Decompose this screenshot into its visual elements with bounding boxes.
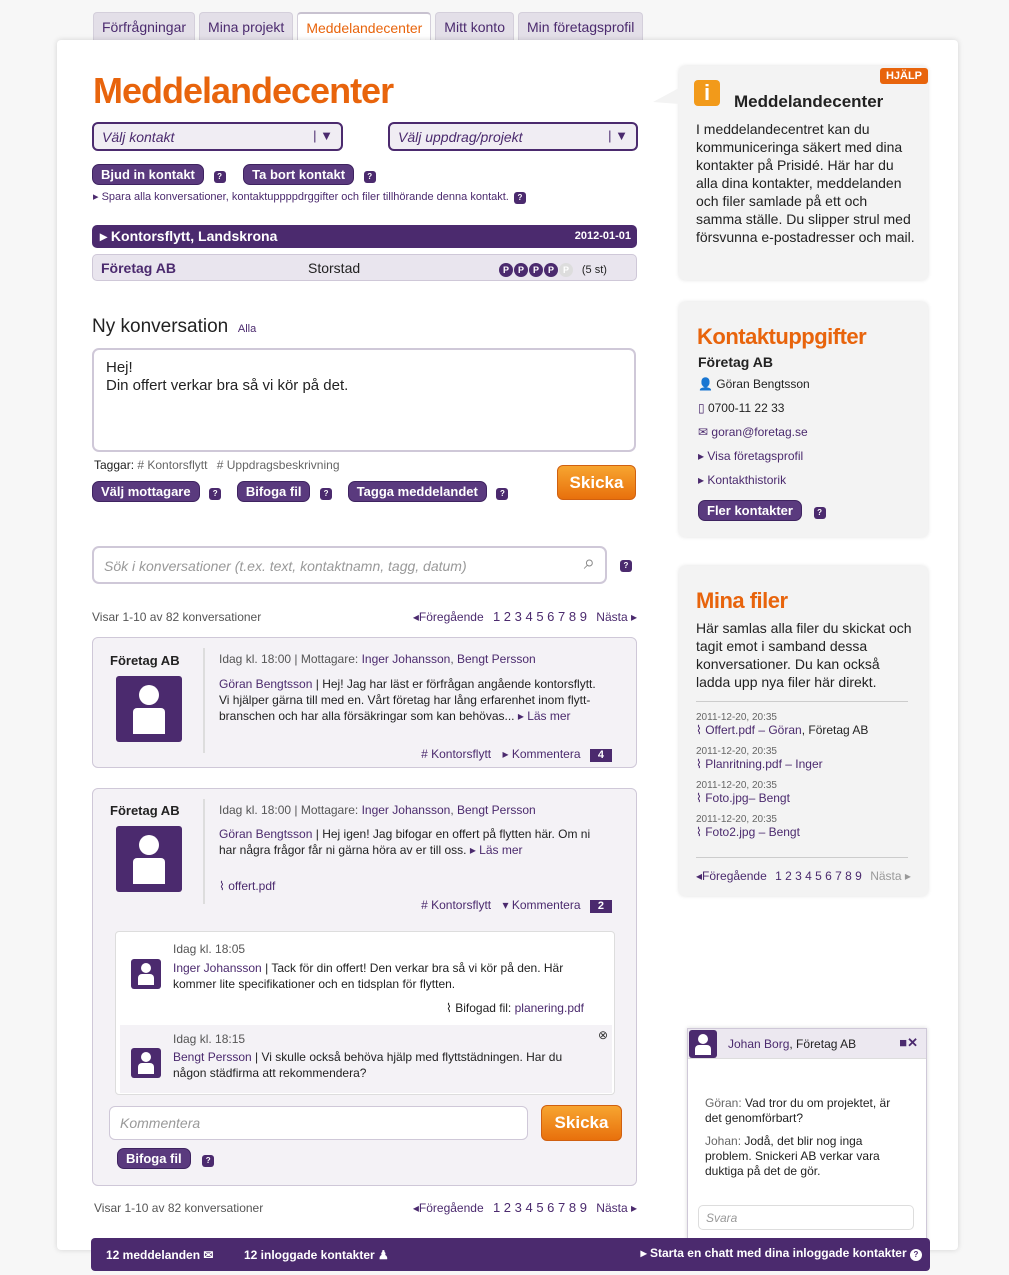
file-date: 2011-12-20, 20:35 xyxy=(696,780,777,791)
page-title: Meddelandecenter xyxy=(93,70,394,111)
read-more-link[interactable]: ▸ Läs mer xyxy=(469,843,523,857)
contact-person xyxy=(698,377,810,391)
comment-count-badge: 2 xyxy=(590,900,612,913)
chat-sender: Johan: xyxy=(705,1134,742,1148)
send-comment-button[interactable]: Skicka xyxy=(541,1105,622,1141)
files-box xyxy=(679,566,928,896)
tab-mitt-konto[interactable]: Mitt konto xyxy=(435,12,514,40)
speech-pointer xyxy=(653,88,679,104)
comment-input[interactable]: Kommentera xyxy=(109,1106,528,1140)
phone-icon: ▯ xyxy=(698,401,705,415)
conversation-body: Göran Bengtsson | Hej! Jag har läst er förfrågan angående kontorsflytt. Vi hjälper gärna till med en. Vårt företag har lång erfarenhet inom flytt-branschen och har alla försäkringar som kan behövas... ▸ Läs mer xyxy=(219,677,596,723)
chat-message xyxy=(705,1096,905,1126)
file-item[interactable] xyxy=(696,814,916,848)
rating-p-icon: P xyxy=(544,263,558,277)
divider xyxy=(203,648,205,753)
all-link[interactable]: Alla xyxy=(237,323,257,335)
close-icon[interactable]: ⊗ xyxy=(597,1028,608,1042)
file-extra: , Företag AB xyxy=(801,723,869,737)
more-contacts-button[interactable]: Fler kontakter xyxy=(698,500,802,521)
messages-count: 12 meddelanden xyxy=(106,1248,201,1262)
chat-contact-name: Johan Borg xyxy=(728,1037,790,1051)
pager-pages[interactable]: 1 2 3 4 5 6 7 8 9 xyxy=(492,1200,587,1215)
conversation-meta: Idag kl. 18:00 | Mottagare: Inger Johansson, Bengt Persson xyxy=(219,803,536,817)
save-all-link[interactable] xyxy=(93,190,526,204)
comment-actions xyxy=(117,1148,214,1169)
reply-body: Inger Johansson | Tack för din offert! Den verkar bra så vi kör på den. Här kommer lite specifikationer och en tidsplan för flytten. xyxy=(173,961,564,991)
pager-prev-label: Föregående xyxy=(702,869,767,883)
file-name: Foto2.jpg – Bengt xyxy=(705,825,800,839)
help-icon[interactable]: ? xyxy=(496,488,508,500)
help-icon[interactable]: ? xyxy=(214,171,226,183)
rating-p-icon: P xyxy=(529,263,543,277)
save-all-text: Spara alla konversationer, kontaktuppppdrggifter och filer tillhörande denna kontakt. xyxy=(101,191,509,203)
rating-count: (5 st) xyxy=(581,264,607,276)
avatar xyxy=(689,1030,717,1058)
contact-email[interactable] xyxy=(698,425,808,439)
message-line-2: Din offert verkar bra så vi kör på det. xyxy=(106,377,349,394)
tag-message-button[interactable]: Tagga meddelandet xyxy=(348,481,487,502)
contact-phone xyxy=(698,401,784,415)
files-pager xyxy=(696,869,911,883)
conversation-card[interactable] xyxy=(92,788,637,1186)
rating-p-icon: P xyxy=(514,263,528,277)
chat-sender: Göran: xyxy=(705,1096,742,1110)
conversation-card[interactable] xyxy=(92,637,637,768)
tab-min-foretagsprofil[interactable]: Min företagsprofil xyxy=(518,12,643,40)
tag-link[interactable]: # Kontorsflytt xyxy=(137,458,208,472)
project-date: 2012-01-01 xyxy=(574,230,631,242)
contact-person-name: Göran Bengtsson xyxy=(716,377,810,391)
comment-link[interactable]: ▸ Kommentera xyxy=(502,747,581,761)
reply-text: Vi skulle också behöva hjälp med flyttstädningen. Har du någon städfirma att rekommendera? xyxy=(173,1050,563,1080)
file-date: 2011-12-20, 20:35 xyxy=(696,814,777,825)
tags-label: Taggar: xyxy=(94,458,135,472)
pager-pages[interactable]: 1 2 3 4 5 6 7 8 9 xyxy=(775,869,862,883)
start-chat-link[interactable]: ▸ Starta en chatt med dina inloggade kontakter ? xyxy=(641,1246,922,1261)
avatar xyxy=(131,959,161,989)
chat-header[interactable] xyxy=(688,1029,926,1059)
view-company-profile-label: Visa företagsprofil xyxy=(707,449,804,463)
reply-body: Bengt Persson | Vi skulle också behöva hjälp med flyttstädningen. Har du någon städfirma att rekommendera? xyxy=(173,1050,563,1080)
chat-widget xyxy=(687,1028,927,1243)
read-more-link[interactable]: ▸ Läs mer xyxy=(517,709,571,723)
pager-prev-label: Föregående xyxy=(418,1201,484,1215)
files-title: Mina filer xyxy=(696,588,788,613)
file-name: Offert.pdf – Göran xyxy=(705,723,802,737)
recipient-link[interactable]: Bengt Persson xyxy=(456,652,536,666)
person-icon: ♟ xyxy=(378,1248,389,1262)
pager-nav xyxy=(413,609,637,624)
conversation-text: Hej igen! Jag bifogar en offert på flytten här. Om ni har några frågor får ni gärna höra av er till oss. xyxy=(219,827,591,857)
conversation-time: Idag kl. 18:00 xyxy=(219,803,292,817)
help-icon[interactable]: ? xyxy=(364,171,376,183)
pager-pages[interactable]: 1 2 3 4 5 6 7 8 9 xyxy=(492,609,587,624)
tag-link[interactable]: # Kontorsflytt xyxy=(421,747,492,761)
pager-next-label: Nästa xyxy=(870,869,902,883)
conversation-company: Företag AB xyxy=(110,803,180,818)
envelope-icon: ✉ xyxy=(203,1248,214,1262)
recipient-link[interactable]: Bengt Persson xyxy=(456,803,536,817)
paperclip-icon: ⌇ xyxy=(696,825,702,839)
help-icon[interactable]: ? xyxy=(209,488,221,500)
search-icon[interactable]: ⌕ xyxy=(583,552,595,574)
attachment-name: offert.pdf xyxy=(228,879,276,893)
help-box xyxy=(679,66,928,280)
help-icon[interactable]: ? xyxy=(514,192,526,204)
triangle-right-icon: ▸ xyxy=(93,191,99,203)
author-link[interactable]: Göran Bengtsson xyxy=(219,677,313,691)
pager-info: Visar 1-10 av 82 konversationer xyxy=(92,610,262,624)
reply-text: Tack för din offert! Den verkar bra så vi kör på den. Här kommer lite specifikationer och en tidsplan för flytten. xyxy=(173,961,564,991)
person-icon: 👤 xyxy=(698,377,713,391)
divider xyxy=(203,799,205,904)
attachment-link[interactable] xyxy=(219,879,275,893)
file-name: Foto.jpg– Bengt xyxy=(705,791,790,805)
pager-bottom xyxy=(94,1200,637,1215)
project-bar[interactable] xyxy=(92,225,637,248)
chat-input[interactable]: Svara xyxy=(698,1205,914,1230)
read-more-label: Läs mer xyxy=(527,709,571,723)
read-more-label: Läs mer xyxy=(479,843,523,857)
file-date: 2011-12-20, 20:35 xyxy=(696,712,777,723)
project-name: Kontorsflytt, Landskrona xyxy=(110,228,278,244)
pager-top xyxy=(92,609,637,624)
contact-phone-number: 0700-11 22 33 xyxy=(707,401,785,415)
pager-next[interactable]: Nästa ▸ xyxy=(596,610,637,624)
comment-link[interactable]: ▾ Kommentera xyxy=(502,898,581,912)
contact-info-box xyxy=(679,302,928,537)
pager-prev[interactable]: ◂Föregående xyxy=(412,1201,484,1215)
comment-count-badge: 4 xyxy=(590,749,612,762)
replies-box xyxy=(115,931,615,1095)
conversation-time: Idag kl. 18:00 xyxy=(219,652,292,666)
search-placeholder: Sök i konversationer (t.ex. text, kontaktnamn, tagg, datum) xyxy=(104,558,467,574)
help-icon[interactable]: ? xyxy=(320,488,332,500)
pager-next[interactable]: Nästa ▸ xyxy=(870,869,911,883)
recipient-link[interactable]: Inger Johansson xyxy=(361,652,451,666)
company-city: Storstad xyxy=(308,260,361,276)
help-title: Meddelandecenter xyxy=(734,92,884,111)
tag-link[interactable]: # Kontorsflytt xyxy=(421,898,492,912)
conversation-body: Göran Bengtsson | Hej igen! Jag bifogar en offert på flytten här. Om ni har några frågor får ni gärna höra av er till oss. ▸ Läs mer xyxy=(219,827,591,857)
triangle-right-icon: ▸ xyxy=(100,228,108,244)
pager-next[interactable]: Nästa ▸ xyxy=(596,1201,637,1215)
files-text: Här samlas alla filer du skickat och tagit emot i samband dessa konversationer. Du kan också ladda upp nya filer här direkt. xyxy=(696,620,912,690)
message-actions xyxy=(92,481,508,502)
chat-title xyxy=(728,1037,856,1051)
search-input[interactable] xyxy=(92,546,607,584)
tag-link[interactable]: # Uppdragsbeskrivning xyxy=(216,458,340,472)
rating-p-icon-empty: P xyxy=(559,263,573,277)
contact-history-link[interactable]: ▸ Kontakthistorik xyxy=(698,473,787,487)
divider xyxy=(696,701,908,702)
reply-time: Idag kl. 18:15 xyxy=(173,1032,246,1046)
file-list xyxy=(696,712,916,848)
conversation-company: Företag AB xyxy=(110,653,180,668)
rating xyxy=(499,260,607,277)
paperclip-icon: ⌇ xyxy=(696,791,702,805)
message-line-1: Hej! xyxy=(106,359,133,376)
paperclip-icon: ⌇ xyxy=(696,723,702,737)
reply-time: Idag kl. 18:05 xyxy=(173,942,246,956)
help-icon[interactable]: ? xyxy=(814,507,826,519)
tab-forfragningar[interactable]: Förfrågningar xyxy=(93,12,195,40)
bottom-bar xyxy=(91,1238,930,1271)
invite-contact-button[interactable]: Bjud in kontakt xyxy=(92,164,204,185)
author-link[interactable]: Göran Bengtsson xyxy=(219,827,313,841)
tab-mina-projekt[interactable]: Mina projekt xyxy=(199,12,293,40)
contact-history-label: Kontakthistorik xyxy=(707,473,787,487)
view-company-profile-link[interactable]: ▸ Visa företagsprofil xyxy=(698,449,804,463)
chevron-down-icon: | ▼ xyxy=(608,128,628,143)
file-item[interactable] xyxy=(696,712,916,746)
company-row[interactable] xyxy=(92,254,637,281)
contact-select[interactable] xyxy=(92,122,343,151)
chat-text: Vad tror du om projektet, är det genomförbart? xyxy=(705,1096,891,1125)
tags-row xyxy=(94,458,340,472)
author-link[interactable]: Bengt Persson xyxy=(173,1050,252,1064)
help-badge[interactable]: HJÄLP xyxy=(880,68,928,84)
recipient-link[interactable]: Inger Johansson xyxy=(361,803,451,817)
paperclip-icon: ⌇ xyxy=(696,757,702,771)
attach-file-button[interactable]: Bifoga fil xyxy=(117,1148,191,1169)
attachment-link[interactable]: planering.pdf xyxy=(514,1001,584,1015)
message-textarea[interactable] xyxy=(92,348,636,452)
chevron-down-icon: | ▼ xyxy=(313,128,333,143)
help-icon[interactable]: ? xyxy=(910,1249,922,1261)
paperclip-icon: ⌇ xyxy=(219,879,225,893)
file-item[interactable] xyxy=(696,746,916,780)
pager-nav xyxy=(413,1200,637,1215)
pager-prev[interactable]: ◂Föregående xyxy=(412,610,484,624)
pager-next-label: Nästa xyxy=(596,610,628,624)
conversation-footer xyxy=(421,898,612,913)
rating-p-icon: P xyxy=(499,263,513,277)
choose-recipient-button[interactable]: Välj mottagare xyxy=(92,481,200,502)
main-tabs xyxy=(93,12,643,41)
attachment-label: Bifogad fil: xyxy=(455,1001,512,1015)
envelope-icon: ✉ xyxy=(698,425,709,439)
pager-info: Visar 1-10 av 82 konversationer xyxy=(94,1201,264,1215)
contact-info-title: Kontaktuppgifter xyxy=(697,324,867,349)
new-conversation-header xyxy=(92,316,256,338)
contact-select-label: Välj kontakt xyxy=(102,129,175,145)
new-conversation-title: Ny konversation xyxy=(92,316,229,337)
conversation-footer xyxy=(421,747,612,762)
contact-actions xyxy=(92,164,376,185)
pager-prev[interactable]: ◂Föregående xyxy=(696,869,767,883)
chat-message xyxy=(705,1134,905,1179)
pager-next-label: Nästa xyxy=(596,1201,628,1215)
conversation-meta: Idag kl. 18:00 | Mottagare: Inger Johansson, Bengt Persson xyxy=(219,652,536,666)
messages-link[interactable] xyxy=(106,1248,213,1262)
close-icon[interactable]: ■✕ xyxy=(899,1035,918,1050)
contact-company: Företag AB xyxy=(698,354,773,370)
project-select[interactable] xyxy=(388,122,638,151)
reply-attachment xyxy=(446,1001,584,1015)
file-item[interactable] xyxy=(696,780,916,814)
author-link[interactable]: Inger Johansson xyxy=(173,961,262,975)
send-button[interactable]: Skicka xyxy=(557,465,636,500)
contact-email-address: goran@foretag.se xyxy=(711,425,808,439)
tab-meddelandecenter[interactable]: Meddelandecenter xyxy=(297,12,431,41)
avatar xyxy=(116,676,182,742)
more-contacts-row xyxy=(698,500,826,521)
comment-label: Kommentera xyxy=(511,898,581,912)
recipients-label: | Mottagare: xyxy=(294,652,359,666)
file-name: Planritning.pdf – Inger xyxy=(705,757,823,771)
help-text: I meddelandecentret kan du kommuniceringa säkert med dina kontakter på Prisidé. Här har du alla dina kontakter, meddelanden och filer samlade på ett och samma ställe. Du slipper strul med försvunna e-postadresser och mail. xyxy=(696,121,915,245)
project-select-label: Välj uppdrag/projekt xyxy=(398,129,523,145)
info-icon: i xyxy=(694,80,720,106)
avatar xyxy=(116,826,182,892)
recipients-label: | Mottagare: xyxy=(294,803,359,817)
avatar xyxy=(131,1048,161,1078)
file-date: 2011-12-20, 20:35 xyxy=(696,746,777,757)
paperclip-icon: ⌇ xyxy=(446,1001,452,1015)
attach-file-button[interactable]: Bifoga fil xyxy=(237,481,311,502)
start-chat-label: Starta en chatt med dina inloggade kontakter xyxy=(649,1246,907,1260)
logged-in-count: 12 inloggade kontakter xyxy=(244,1248,375,1262)
help-icon[interactable]: ? xyxy=(620,560,632,572)
remove-contact-button[interactable]: Ta bort kontakt xyxy=(243,164,354,185)
chat-contact-company: , Företag AB xyxy=(789,1037,857,1051)
comment-label: Kommentera xyxy=(511,747,581,761)
chat-text: Jodå, det blir nog inga problem. Snickeri AB verkar vara duktiga på det de gör. xyxy=(705,1134,880,1178)
divider xyxy=(696,857,908,858)
company-name: Företag AB xyxy=(101,260,176,276)
help-icon[interactable]: ? xyxy=(202,1155,214,1167)
conversation-text: Hej! Jag har läst er förfrågan angående kontorsflytt. Vi hjälper gärna till med en. Vårt företag har lång erfarenhet inom flytt-branschen och har alla försäkringar som kan behövas... xyxy=(219,677,596,723)
logged-in-contacts-link[interactable] xyxy=(244,1248,389,1262)
pager-prev-label: Föregående xyxy=(418,610,484,624)
